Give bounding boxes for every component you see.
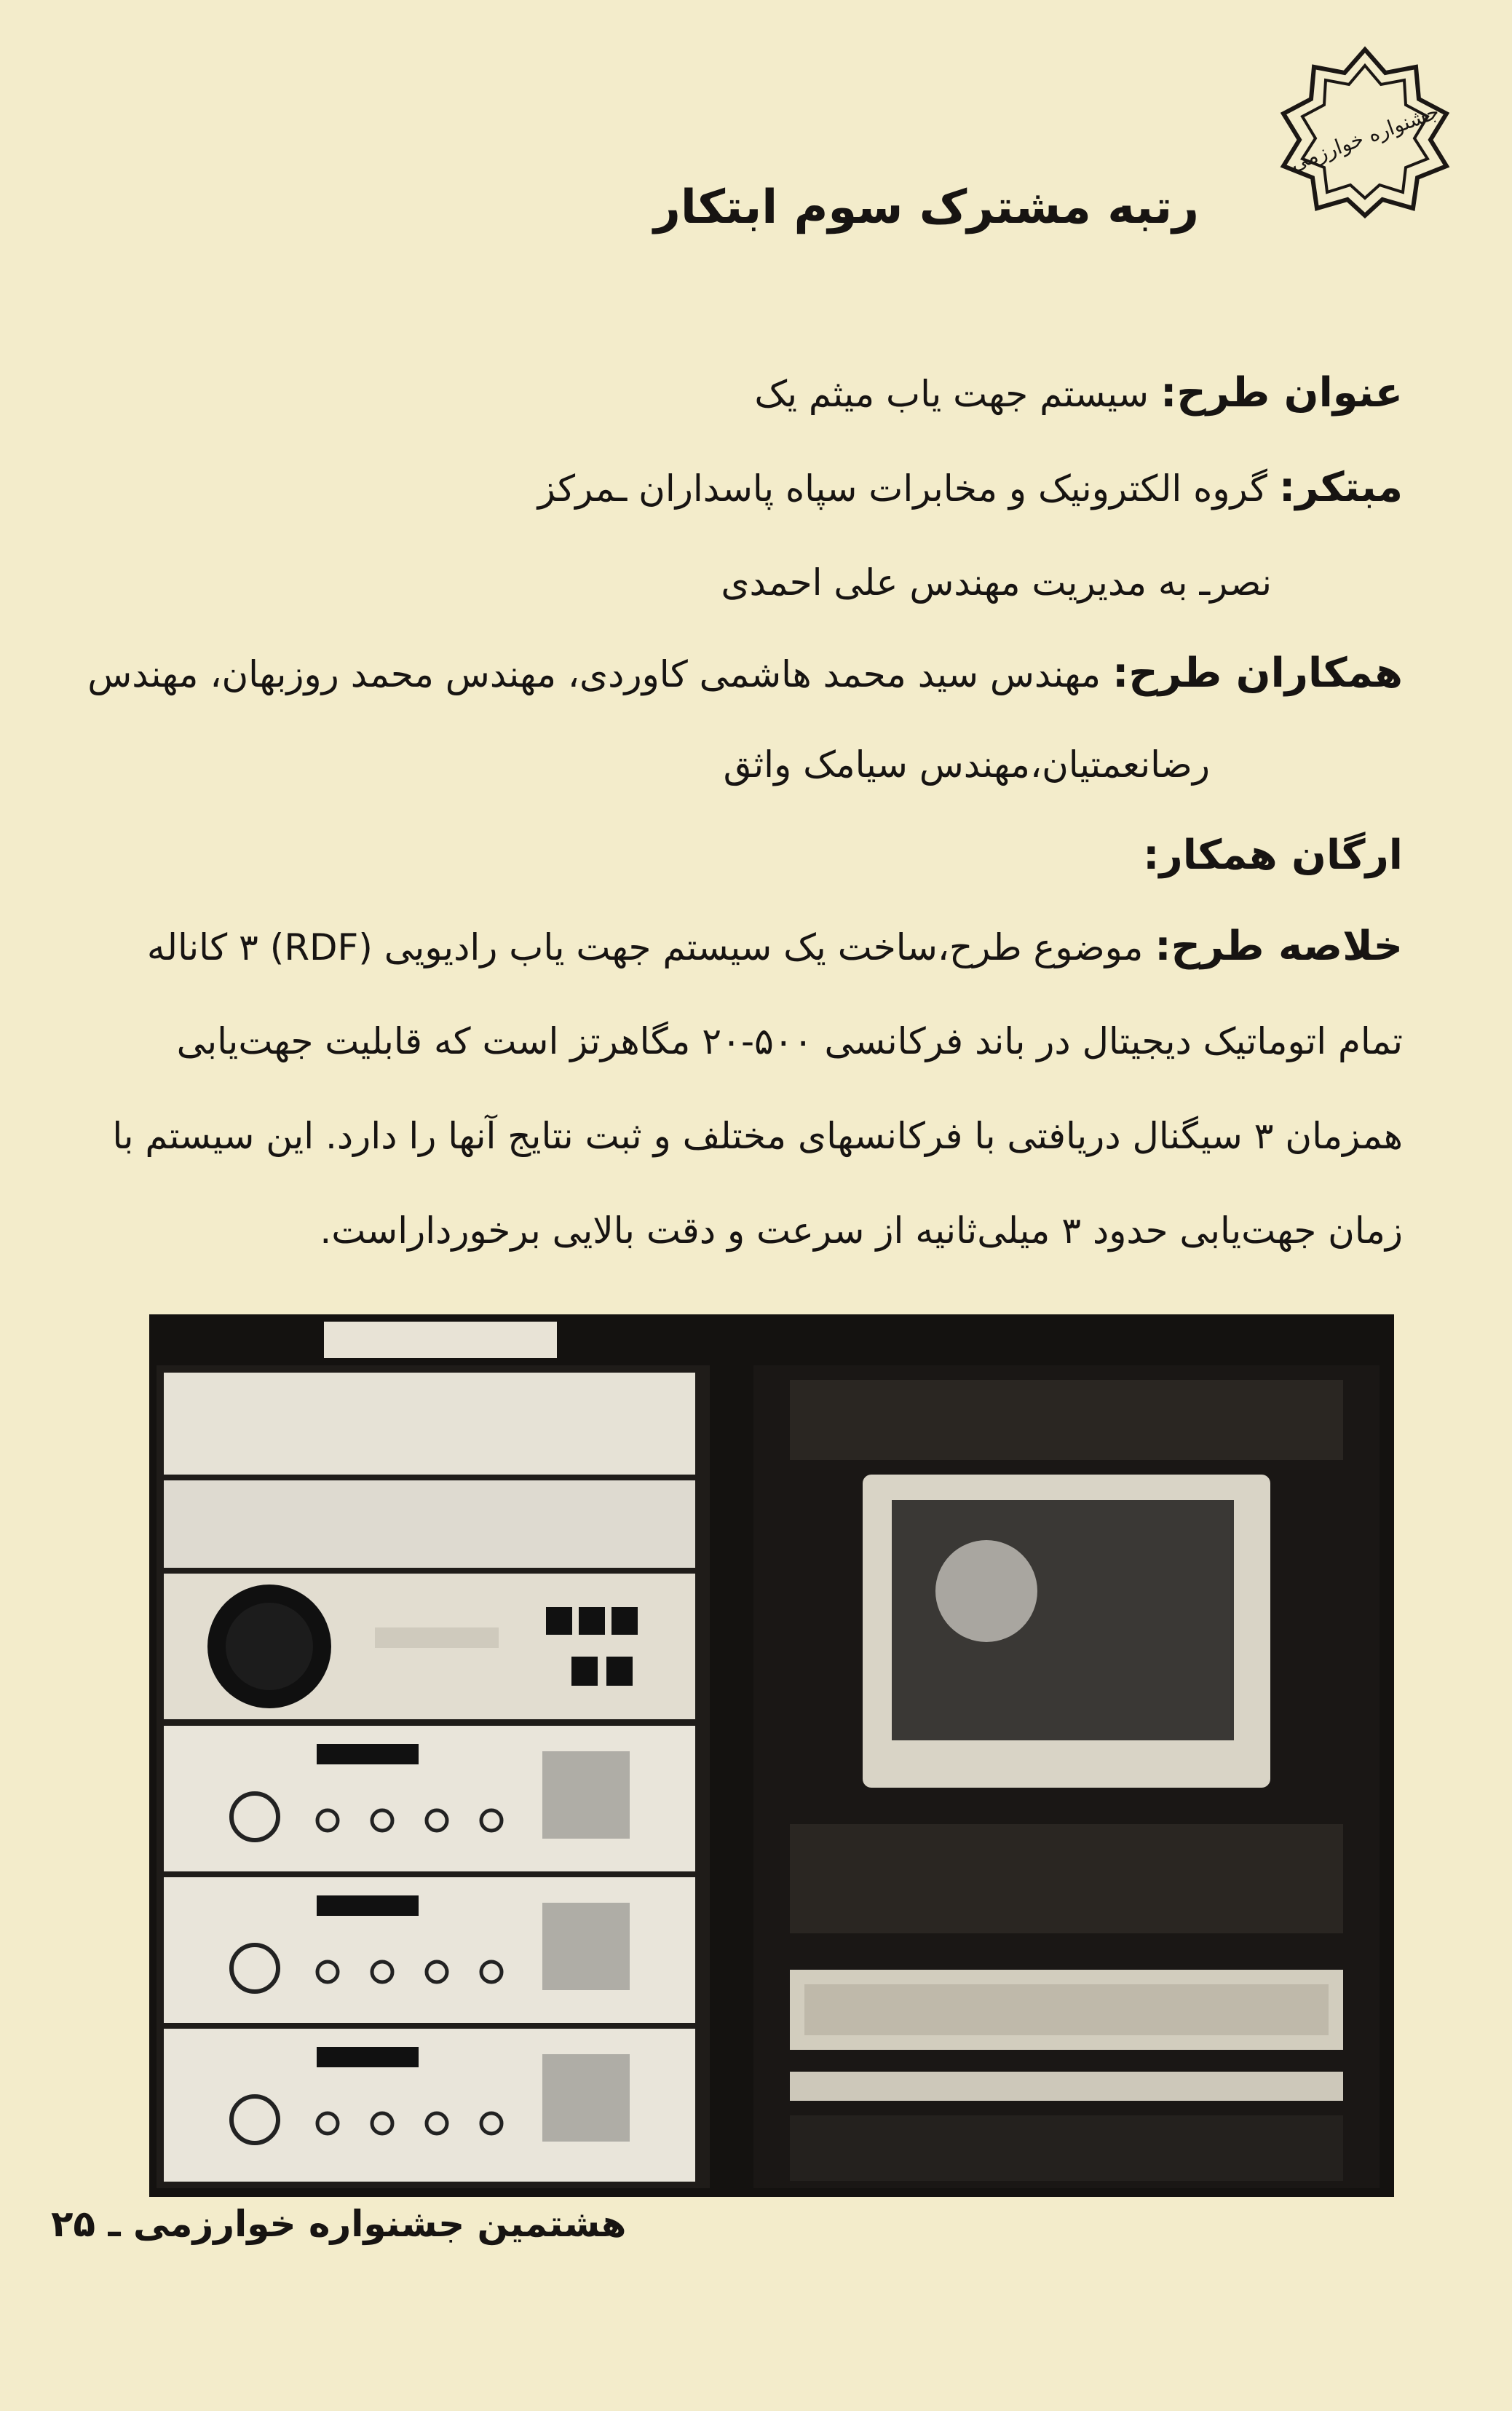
summary-line-4: زمان جهت‌یابی حدود ۳ میلی‌ثانیه از سرعت و دقت بالایی برخورداراست. <box>320 1210 1403 1252</box>
page-footer: هشتمین جشنواره خوارزمی ـ ۲۵ <box>51 2203 627 2245</box>
collaborators-line <box>87 648 1403 700</box>
summary-line-2: تمام اتوماتیک دیجیتال در باند فرکانسی ۵۰۰-۲۰ مگاهرتز است که قابلیت جهت‌یابی <box>176 1020 1403 1062</box>
summary-line-1: موضوع طرح،ساخت یک سیستم جهت یاب رادیویی (RDF) ۳ کاناله <box>146 926 1144 968</box>
logo-lettering: جشنواره خوارزمی <box>1286 99 1443 175</box>
summary-line-3: همزمان ۳ سیگنال دریافتی با فرکانسهای مختلف و ثبت نتایج آنها را دارد. این سیستم با <box>112 1115 1403 1157</box>
project-title-label: عنوان طرح: <box>1160 369 1403 417</box>
organization-line <box>1143 830 1403 882</box>
collaborators-value-2: رضانعمتیان،مهندس سیامک واثق <box>723 743 1210 786</box>
collaborators-value-1: مهندس سید محمد هاشمی کاوردی، مهندس محمد روزبهان، مهندس <box>87 653 1101 695</box>
project-title-value: سیستم جهت یاب میثم یک <box>754 373 1149 415</box>
inventor-value-1: گروه الکترونیک و مخابرات سپاه پاسداران ـمرکز <box>537 467 1267 510</box>
organization-label: ارگان همکار: <box>1143 832 1403 879</box>
equipment-rack-photo <box>149 1314 1394 2197</box>
page-title: رتبه مشترک سوم ابتکار <box>653 181 1199 234</box>
inventor-line <box>538 462 1403 514</box>
inventor-label: مبتکر: <box>1278 464 1403 511</box>
summary-line-1-row <box>147 921 1403 973</box>
project-title-line <box>754 368 1403 419</box>
inventor-value-2: نصرـ به مدیریت مهندس علی احمدی <box>721 561 1272 604</box>
summary-label: خلاصه طرح: <box>1155 923 1403 970</box>
collaborators-label: همکاران طرح: <box>1112 650 1403 697</box>
festival-logo-emblem <box>1278 44 1452 218</box>
